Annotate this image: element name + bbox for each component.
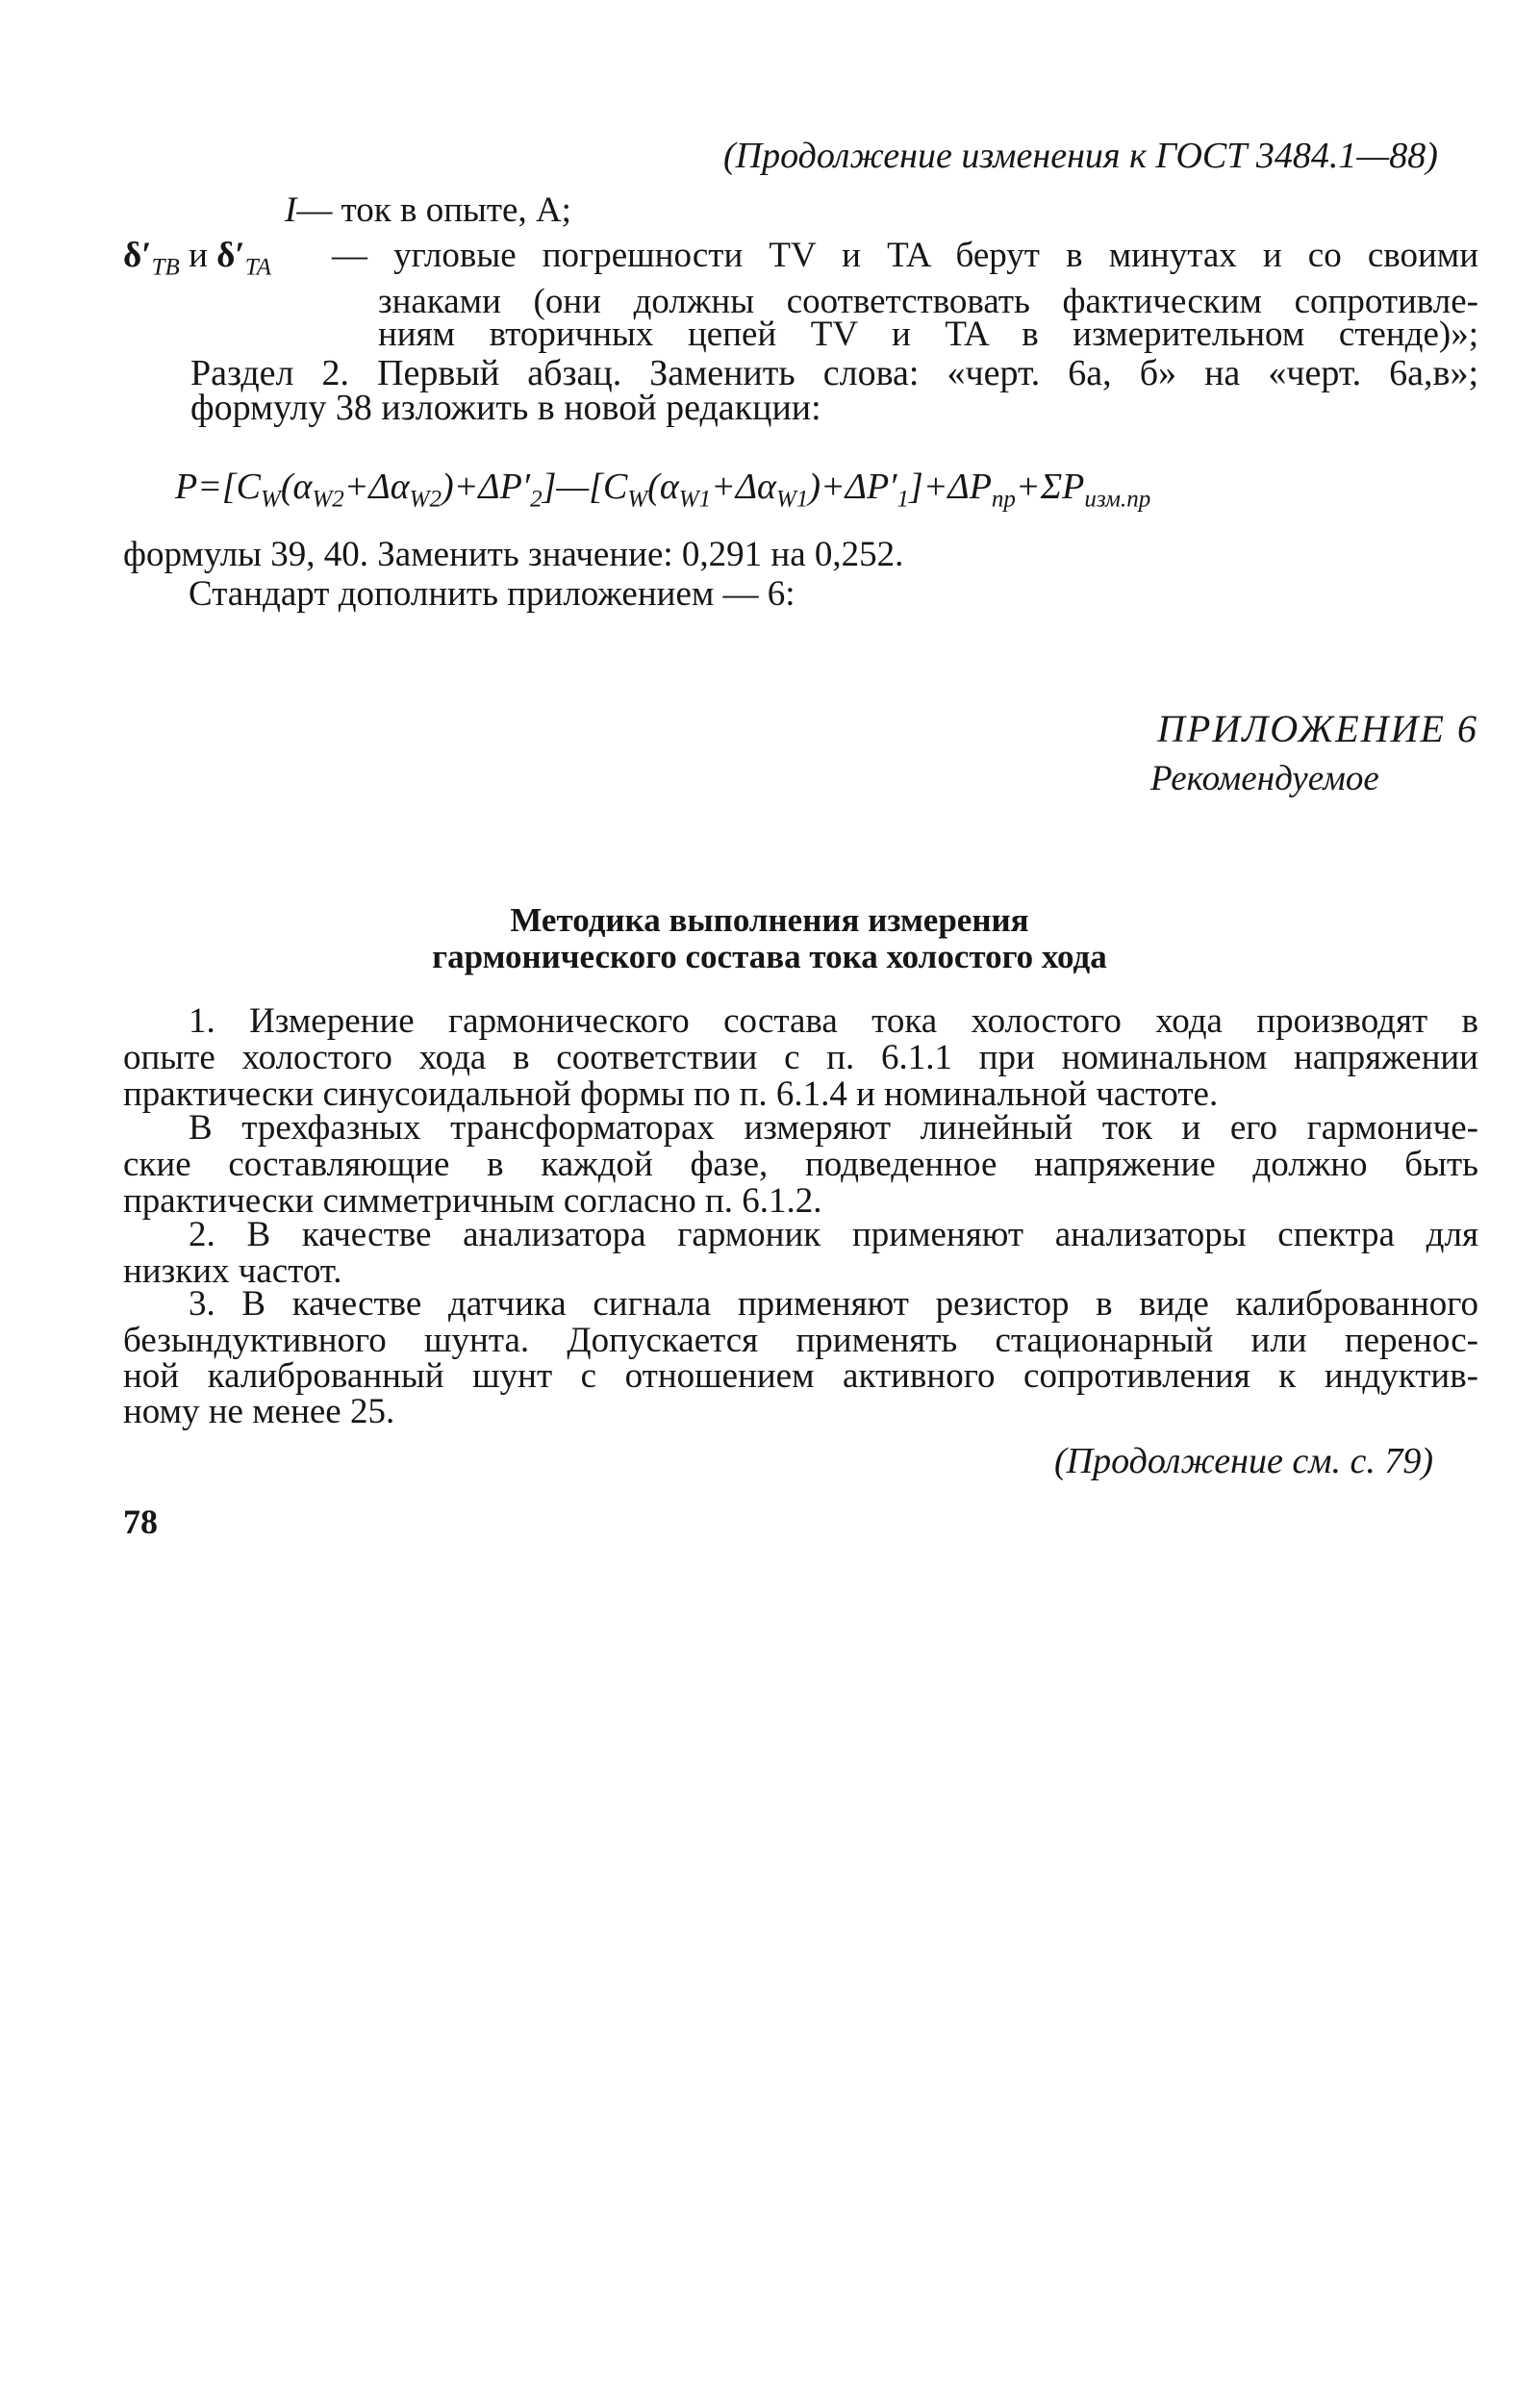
para3-line2: низких частот.: [123, 1251, 342, 1291]
formula-term: )+ΔP′: [442, 467, 531, 507]
para1-line1: 1. Измерение гармонического состава тока холостого хода производят в: [189, 1001, 1478, 1041]
formula-term: (α: [280, 467, 313, 507]
symbol-delta-ta-sub: TA: [244, 254, 272, 281]
definition-angular-line3: ниям вторичных цепей TV и TA в измерительном стенде)»;: [378, 315, 1478, 354]
definition-current: [285, 189, 571, 232]
para2-line1: В трехфазных трансформаторах измеряют линейный ток и его гармониче-: [189, 1108, 1478, 1148]
para1-line3: практически синусоидальной формы по п. 6.1.4 и номинальной частоте.: [123, 1074, 1219, 1114]
formula-subscript: 2: [530, 486, 543, 513]
formula-term: P=[C: [175, 467, 261, 507]
para2-line2: ские составляющие в каждой фазе, подведенное напряжение должно быть: [123, 1145, 1478, 1184]
symbol-I: I: [285, 190, 297, 230]
method-heading-line1: Методика выполнения измерения: [510, 901, 1029, 939]
symbol-delta-tb-sub: TB: [151, 254, 180, 281]
formula-term: ]—[C: [542, 467, 628, 507]
para4-line1: 3. В качестве датчика сигнала применяют резистор в виде калиброванного: [189, 1284, 1478, 1324]
para1-line2: опыте холостого хода в соответствии с п. 6.1.1 при номинальном напряжении: [123, 1038, 1478, 1077]
formula-subscript: W2: [312, 486, 344, 513]
symbol-delta-ta: δ′: [216, 236, 245, 275]
para4-line2: безындуктивного шунта. Допускается применять стационарный или перенос-: [123, 1321, 1478, 1360]
section2-line1: Раздел 2. Первый абзац. Заменить слова: «черт. 6а, б» на «черт. 6а,в»;: [190, 353, 1478, 393]
header-continuation: (Продолжение изменения к ГОСТ 3484.1—88): [723, 136, 1438, 176]
formula-subscript: изм.пр: [1084, 486, 1151, 513]
formula-subscript: W: [261, 486, 281, 513]
formula-term: +ΣP: [1015, 467, 1085, 507]
para2-line3: практически симметричным согласно п. 6.1.2.: [123, 1181, 822, 1221]
formula-subscript: W1: [776, 486, 809, 513]
formula-term: +Δα: [711, 467, 777, 507]
appendix-status: Рекомендуемое: [1150, 759, 1379, 798]
section2-line2: формулу 38 изложить в новой редакции:: [190, 388, 821, 428]
formula-term: (α: [647, 467, 679, 507]
para3-line1: 2. В качестве анализатора гармоник применяют анализаторы спектра для: [189, 1215, 1478, 1254]
para4-line4: ному не менее 25.: [123, 1392, 395, 1431]
formula-subscript: W: [627, 486, 648, 513]
after-formula-line1: формулы 39, 40. Заменить значение: 0,291 на 0,252.: [123, 535, 904, 574]
formula-subscript: W1: [678, 486, 712, 513]
after-formula-line2: Стандарт дополнить приложением — 6:: [189, 574, 795, 614]
para4-line3: ной калиброванный шунт с отношением активного сопротивления к индуктив-: [123, 1356, 1478, 1396]
symbol-conj: и: [189, 236, 208, 275]
footer-continuation: (Продолжение см. с. 79): [1054, 1441, 1434, 1481]
page-number: 78: [123, 1503, 158, 1541]
formula-term: ]+ΔP: [908, 467, 992, 507]
formula-subscript: 1: [896, 486, 909, 513]
definition-angular-symbols: [123, 235, 271, 289]
definition-current-text: — ток в опыте, А;: [296, 190, 571, 230]
definition-angular-line2: знаками (они должны соответствовать фактическим сопротивле-: [378, 282, 1478, 321]
formula-term: +Δα: [343, 467, 410, 507]
definition-angular-line1: — угловые погрешности TV и TA берут в минутах и со своими: [332, 236, 1478, 275]
method-heading-line2: гармонического состава тока холостого хода: [432, 938, 1107, 975]
symbol-delta-tb: δ′: [123, 236, 152, 275]
formula-subscript: пр: [991, 486, 1016, 513]
formula-38: [175, 466, 1150, 521]
appendix-title: ПРИЛОЖЕНИЕ 6: [1157, 707, 1478, 750]
formula-subscript: W2: [409, 486, 442, 513]
formula-term: )+ΔP′: [808, 467, 897, 507]
